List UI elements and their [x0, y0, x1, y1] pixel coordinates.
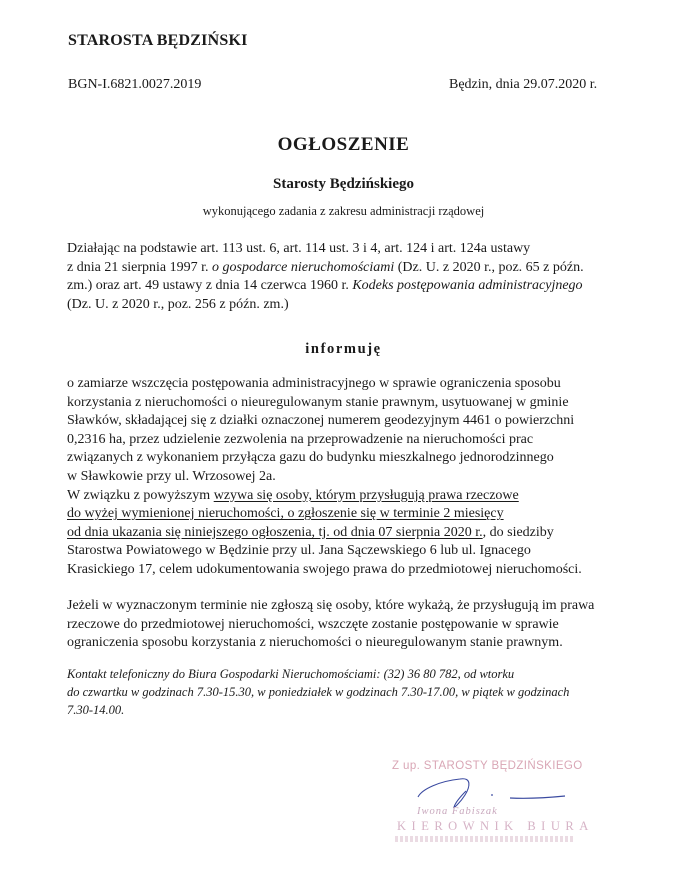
- body-line: Starostwa Powiatowego w Będzinie przy ul. Jana Sączewskiego 6 lub ul. Ignacego: [67, 543, 531, 559]
- body-line: [67, 524, 601, 543]
- summons-underlined: do wyżej wymienionej nieruchomości, o zgłoszenie się w terminie 2 miesięcy: [67, 506, 504, 522]
- document-title: OGŁOSZENIE: [277, 134, 410, 155]
- text-run: , do siedziby: [482, 524, 554, 540]
- text-run: W związku z powyższym: [67, 487, 214, 503]
- text-run: (Dz. U. z 2020 r., poz. 65 z późn.: [394, 259, 584, 275]
- body-line: Krasickiego 17, celem udokumentowania swojego prawa do przedmiotowej nieruchomości.: [67, 561, 582, 577]
- contact-line: 7.30-14.00.: [67, 703, 125, 717]
- body-line: związanych z wykonaniem przyłącza gazu do budynku mieszkalnego jednorodzinnego: [67, 450, 554, 466]
- body-line: o zamiarze wszczęcia postępowania administracyjnego w sprawie ograniczenia sposobu: [67, 376, 561, 391]
- main-paragraph: [67, 375, 601, 580]
- body-line: korzystania z nieruchomości o nieuregulowanym stanie prawnym, usytuowanej w gminie: [67, 394, 569, 410]
- act-title: o gospodarce nieruchomościami: [212, 259, 395, 275]
- body-line: [67, 505, 601, 524]
- legal-basis-line: (Dz. U. z 2020 r., poz. 256 z późn. zm.): [67, 296, 289, 312]
- stamp-signatory-role: KIEROWNIK BIURA: [397, 819, 594, 833]
- official-stamp: [370, 755, 600, 855]
- reference-number: BGN-I.6821.0027.2019: [68, 77, 202, 92]
- body-line: Jeżeli w wyznaczonym terminie nie zgłoszą się osoby, które wykażą, że przysługują im prawa: [67, 598, 595, 613]
- informuje-heading: informuję: [305, 341, 382, 357]
- body-line: rzeczowe do przedmiotowej nieruchomości, wszczęte zostanie postępowanie w sprawie: [67, 616, 559, 632]
- document-subtitle-2: wykonującego zadania z zakresu administracji rządowej: [202, 204, 485, 218]
- body-line: 0,2316 ha, przez udzielenie zezwolenia na przeprowadzenie na nieruchomości prac: [67, 431, 534, 447]
- place-date: Będzin, dnia 29.07.2020 r.: [449, 77, 598, 92]
- text-run: zm.) oraz art. 49 ustawy z dnia 14 czerwca 1960 r.: [67, 278, 353, 294]
- text-run: z dnia 21 sierpnia 1997 r.: [67, 259, 213, 275]
- contact-paragraph: [67, 665, 601, 719]
- body-line: ograniczenia sposobu korzystania z nieruchomości o nieuregulowanym stanie prawnym.: [67, 635, 563, 651]
- legal-basis-line: Działając na podstawie art. 113 ust. 6, art. 114 ust. 3 i 4, art. 124 i art. 124a ustawy: [67, 241, 531, 256]
- summons-underlined: wzywa się osoby, którym przysługują prawa rzeczowe: [213, 487, 519, 503]
- body-line: [67, 487, 601, 506]
- contact-line: Kontakt telefoniczny do Biura Gospodarki Nieruchomościami: (32) 36 80 782, od wtorku: [67, 667, 515, 681]
- document-subtitle: Starosty Będzińskiego: [273, 176, 414, 192]
- stamp-department-illegible: [395, 836, 575, 842]
- legal-basis-line: [67, 259, 601, 278]
- issuer-heading: STAROSTA BĘDZIŃSKI: [68, 32, 248, 49]
- stamp-signatory-name: Iwona Fabiszak: [417, 806, 498, 817]
- legal-basis-line: [67, 277, 601, 296]
- body-line: w Sławkowie przy ul. Wrzosowej 2a.: [67, 468, 276, 484]
- consequence-paragraph: [67, 597, 601, 653]
- summons-underlined: od dnia ukazania się niniejszego ogłoszenia, tj. od dnia 07 sierpnia 2020 r.: [67, 524, 483, 540]
- legal-basis-paragraph: [67, 240, 601, 314]
- contact-line: do czwartku w godzinach 7.30-15.30, w poniedziałek w godzinach 7.30-17.00, w piątek w godzinach: [67, 685, 570, 699]
- stamp-authorization: Z up. STAROSTY BĘDZIŃSKIEGO: [392, 760, 583, 772]
- act-title: Kodeks postępowania administracyjnego: [352, 278, 583, 294]
- body-line: Sławków, składającej się z działki oznaczonej numerem geodezyjnym 4461 o powierzchni: [67, 413, 575, 429]
